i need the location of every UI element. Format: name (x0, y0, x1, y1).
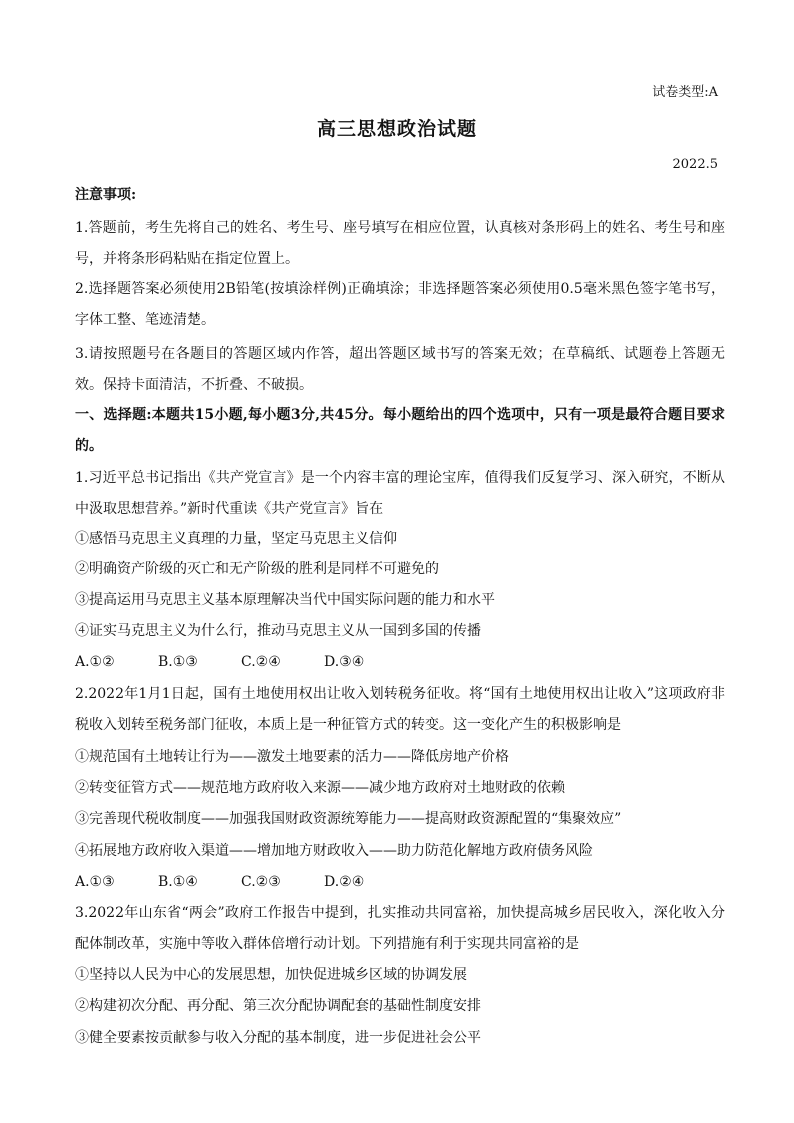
question-2-stem: 2.2022年1月1日起，国有土地使用权出让收入划转税务征收。将“国有土地使用权出让收入”这项政府非税收入划转至税务部门征收，本质上是一种征管方式的转变。这一变化产生的积极影响是 (75, 686, 725, 733)
notice-item-2: 2.选择题答案必须使用2B铅笔(按填涂样例)正确填涂；非选择题答案必须使用0.5毫米黑色签字笔书写，字体工整、笔迹清楚。 (75, 281, 725, 328)
question-1-item: ③提高运用马克思主义基本原理解决当代中国实际问题的能力和水平 (75, 592, 495, 608)
section-heading: 一、选择题:本题共15小题,每小题3分,共45分。每小题给出的四个选项中，只有一项是最符合题目要求的。 (75, 407, 725, 454)
question-2-item: ④拓展地方政府收入渠道——增加地方财政收入——助力防范化解地方政府债务风险 (75, 843, 593, 859)
notice-heading: 注意事项: (75, 187, 137, 203)
question-1-options (75, 652, 407, 672)
option-c: C.②④ (241, 654, 281, 670)
question-1-item: ④证实马克思主义为什么行，推动马克思主义从一国到多国的传播 (75, 623, 481, 639)
option-d: D.②④ (324, 874, 365, 890)
paper-type-label: 试卷类型:A (652, 85, 718, 100)
question-2-item: ①规范国有土地转让行为——激发土地要素的活力——降低房地产价格 (75, 749, 509, 765)
option-c: C.②③ (241, 874, 281, 890)
notice-item-3: 3.请按照题号在各题目的答题区域内作答，超出答题区域书写的答案无效；在草稿纸、试题卷上答题无效。保持卡面清洁，不折叠、不破损。 (75, 346, 725, 393)
question-3-item: ③健全要素按贡献参与收入分配的基本制度，进一步促进社会公平 (75, 1030, 481, 1046)
question-2-item: ③完善现代税收制度——加强我国财政资源统筹能力——提高财政资源配置的“集聚效应” (75, 811, 622, 827)
question-3-stem: 3.2022年山东省“两会”政府工作报告中提到，扎实推动共同富裕，加快提高城乡居民收入，深化收入分配体制改革，实施中等收入群体倍增行动计划。下列措施有利于实现共同富裕的是 (75, 905, 725, 952)
option-d: D.③④ (324, 654, 365, 670)
option-b: B.①④ (158, 874, 198, 890)
question-2-item: ②转变征管方式——规范地方政府收入来源——减少地方政府对土地财政的依赖 (75, 780, 565, 796)
question-1-item: ①感悟马克思主义真理的力量，坚定马克思主义信仰 (75, 531, 397, 547)
question-3-item: ①坚持以人民为中心的发展思想，加快促进城乡区域的协调发展 (75, 967, 467, 983)
option-a: A.①② (75, 654, 115, 670)
option-a: A.①③ (75, 874, 115, 890)
question-1-item: ②明确资产阶级的灭亡和无产阶级的胜利是同样不可避免的 (75, 561, 439, 577)
option-b: B.①③ (158, 654, 198, 670)
question-2-options (75, 872, 407, 892)
exam-date: 2022.5 (672, 157, 718, 172)
page-title: 高三思想政治试题 (316, 118, 477, 140)
notice-item-1: 1.答题前，考生先将自己的姓名、考生号、座号填写在相应位置，认真核对条形码上的姓名、考生号和座号，并将条形码粘贴在指定位置上。 (75, 220, 725, 267)
question-1-stem: 1.习近平总书记指出《共产党宣言》是一个内容丰富的理论宝库，值得我们反复学习、深入研究，不断从中汲取思想营养。”新时代重读《共产党宣言》旨在 (75, 470, 725, 517)
question-3-item: ②构建初次分配、再分配、第三次分配协调配套的基础性制度安排 (75, 998, 481, 1014)
